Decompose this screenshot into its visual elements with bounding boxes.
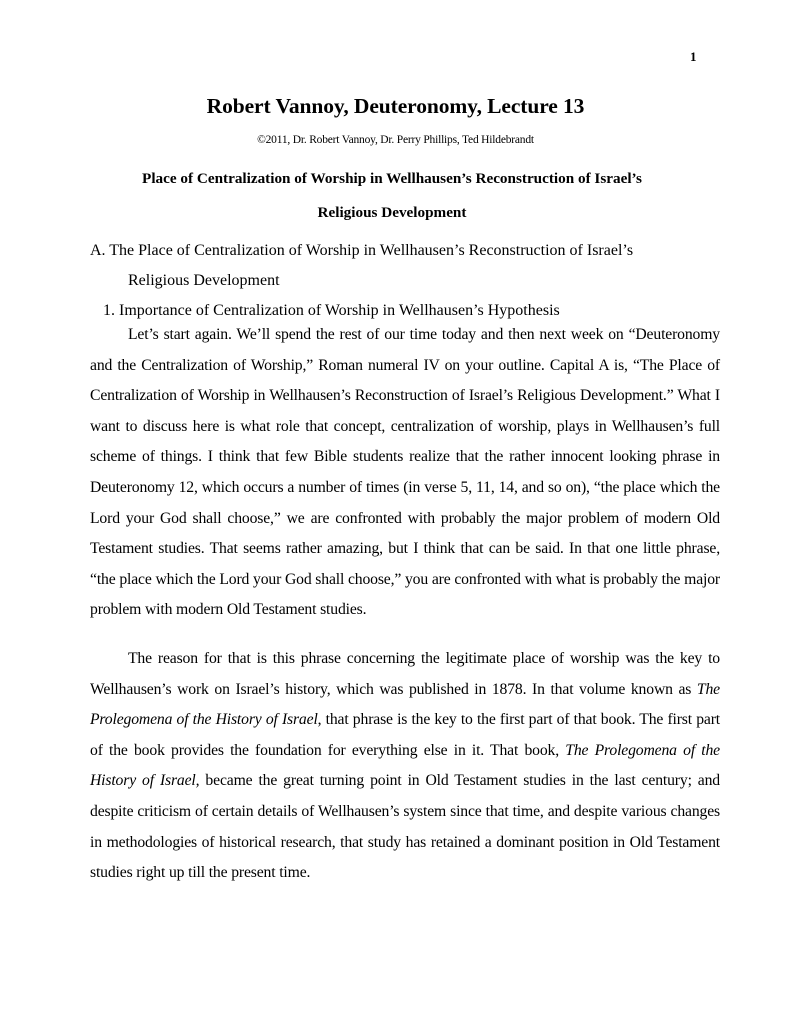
subtitle-line-2: Religious Development: [317, 204, 467, 221]
copyright-line: ©2011, Dr. Robert Vannoy, Dr. Perry Phillips, Ted Hildebrandt: [257, 134, 534, 146]
paragraph-2-part-2: , that phrase is the key to the first part of that book. The first part of the book provides the foundation for everything else in it. That book,: [90, 711, 720, 759]
outline-heading-a: [90, 236, 710, 296]
section-subtitle: [92, 162, 692, 230]
book-title-italic-1: The Prolegomena of the History of Israel: [90, 680, 720, 729]
page-number: 1: [690, 49, 697, 64]
paragraph-2-part-3: became the great turning point in Old Testament studies in the last century; and despite criticism of certain details of Wellhausen’s system since that time, and despite various changes in methodologies of historical research, that study has retained a dominant position in Old Testament studies right up till the present time.: [90, 772, 720, 882]
outline-a-line-1: A. The Place of Centralization of Worship in Wellhausen’s Reconstruction of Israel’s: [90, 242, 634, 259]
lecture-title: Robert Vannoy, Deuteronomy, Lecture 13: [206, 94, 585, 118]
subtitle-line-1: Place of Centralization of Worship in Wellhausen’s Reconstruction of Israel’s: [142, 170, 642, 187]
outline-heading-1: 1. Importance of Centralization of Worship in Wellhausen’s Hypothesis: [103, 302, 560, 319]
body-paragraph-1: Let’s start again. We’ll spend the rest of our time today and then next week on “Deuteronomy and the Centralization of Worship,” Roman numeral IV on your outline. Capital A is, “The Place of Centralization of Worship in Wellhausen’s Reconstruction of Israel’s Religious Development.” What I want to discuss here is what role that concept, centralization of worship, plays in Wellhausen’s full scheme of things. I think that few Bible students realize that the rather innocent looking phrase in Deuteronomy 12, which occurs a number of times (in verse 5, 11, 14, and so on), “the place which the Lord your God shall choose,” we are confronted with probably the major problem of modern Old Testament studies. That seems rather amazing, but I think that can be said. In that one little phrase, “the place which the Lord your God shall choose,” you are confronted with what is probably the major problem with modern Old Testament studies.: [90, 326, 720, 619]
body-paragraph-2: [90, 644, 720, 889]
paragraph-2-part-1: The reason for that is this phrase concerning the legitimate place of worship was the key to Wellhausen’s work on Israel’s history, which was published in 1878. In that volume known as: [90, 650, 720, 698]
outline-a-line-2: Religious Development: [128, 272, 280, 289]
book-title-italic-2: The Prolegomena of the History of Israel,: [90, 741, 720, 790]
